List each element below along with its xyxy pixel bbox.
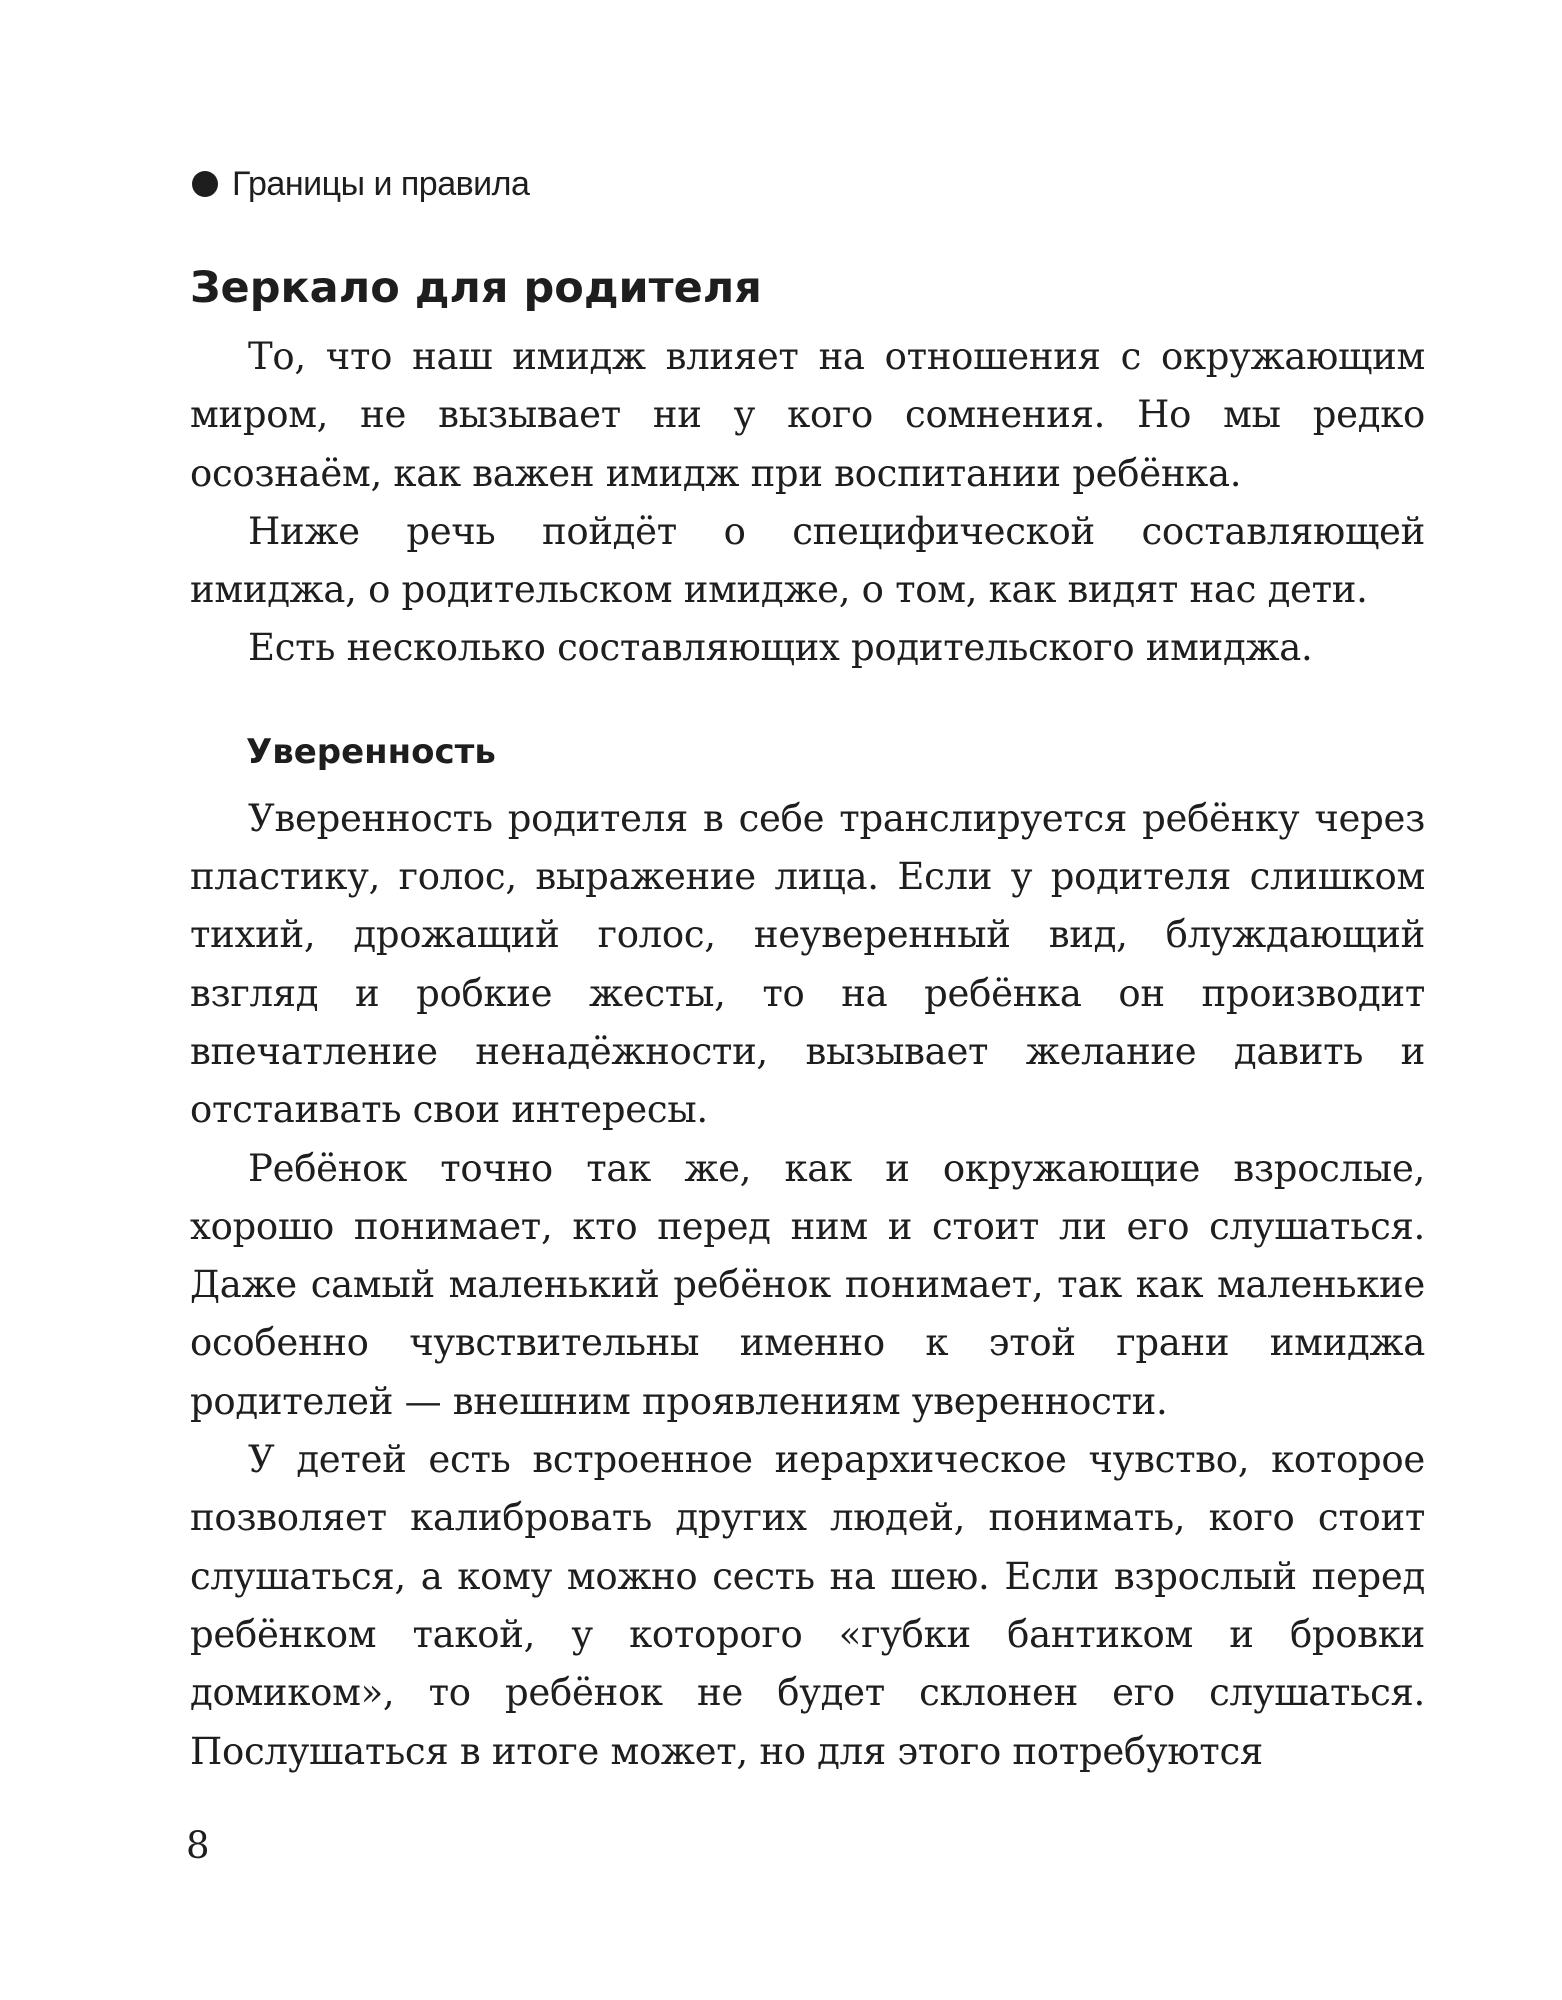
paragraph: Ребёнок точно так же, как и окружающие взрослые, хорошо понимает, кто перед ним и стоит ли его слушаться. Даже самый маленький ребёнок понимает, так как маленькие особенно чувствительны именно к этой грани имиджа родителей — внешним проявлениям уверенности. <box>190 1146 1425 1423</box>
subsection-title: Уверенность <box>246 731 496 772</box>
paragraph: Ниже речь пойдёт о специфической составляющей имиджа, о родительском имидже, о том, как видят нас дети. <box>190 509 1425 612</box>
page-number: 8 <box>186 1824 210 1867</box>
paragraph: Уверенность родителя в себе транслируется ребёнку через пластику, голос, выражение лица. Если у родителя слишком тихий, дрожащий голос, неуверенный вид, блуждающий взгляд и робкие жесты, то на ребёнка он производит впечатление ненадёжности, вызывает желание давить и отстаивать свои интересы. <box>190 796 1425 1132</box>
running-head <box>192 162 529 206</box>
paragraph: То, что наш имидж влияет на отношения с окружающим миром, не вызывает ни у кого сомнения. Но мы редко осознаём, как важен имидж при воспитании ребёнка. <box>190 335 1425 495</box>
paragraph: У детей есть встроенное иерархическое чувство, которое позволяет калибровать других людей, понимать, кого стоит слушаться, а кому можно сесть на шею. Если взрослый перед ребёнком такой, у которого «губки бантиком и бровки домиком», то ребёнок не будет склонен его слушаться. Послушаться в итоге может, но для этого потребуются <box>190 1438 1425 1773</box>
section-title: Зеркало для родителя <box>190 263 762 313</box>
running-head-text: Границы и правила <box>232 165 530 203</box>
bullet-icon <box>192 171 218 197</box>
page-content <box>190 260 1425 1781</box>
paragraph: Есть несколько составляющих родительского имиджа. <box>248 626 1313 670</box>
